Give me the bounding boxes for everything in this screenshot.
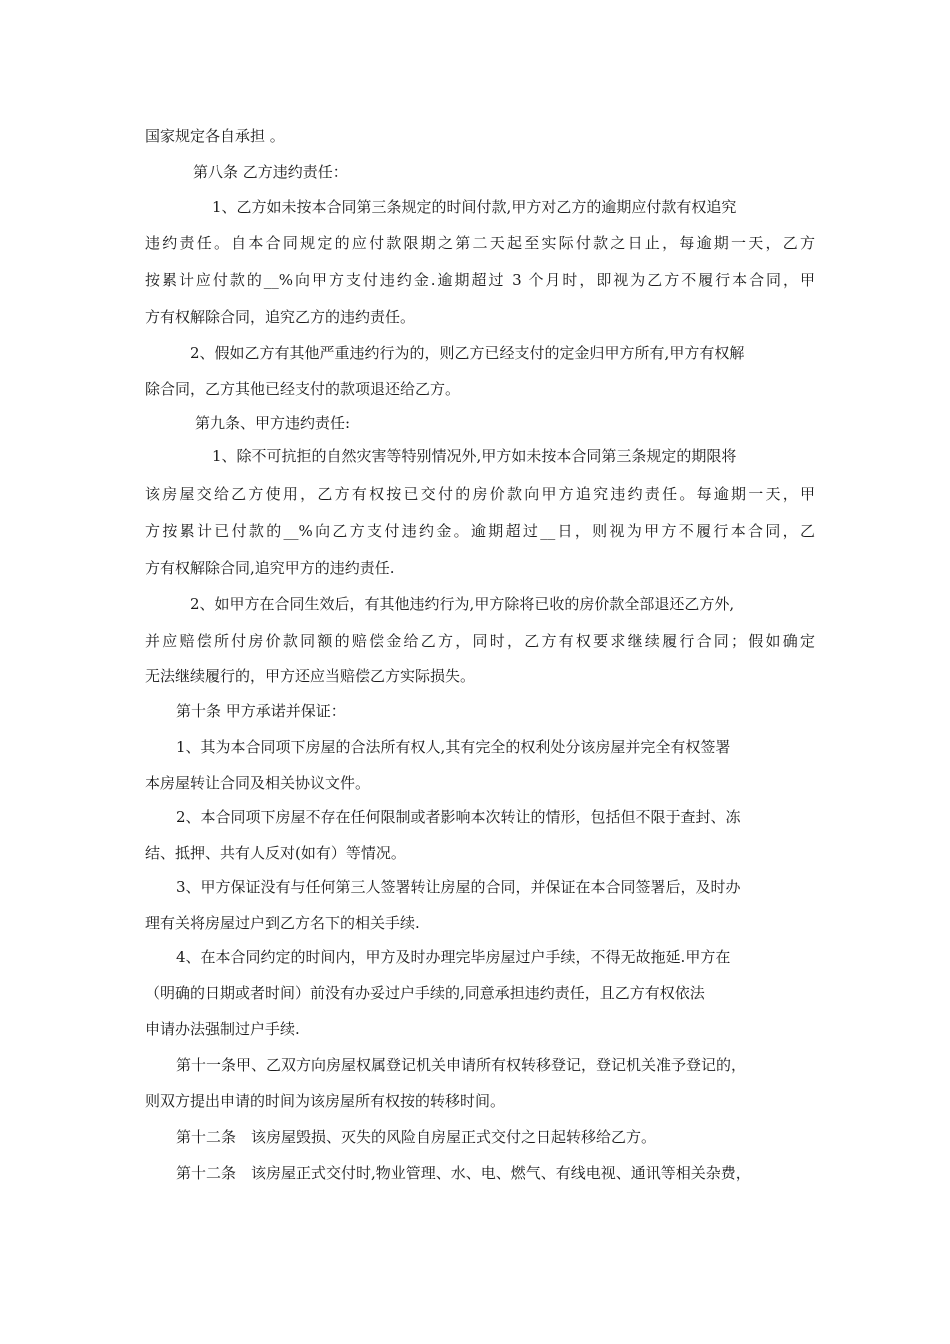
text-line: 按累计应付款的__%向甲方支付违约金.逾期超过 3 个月时，即视为乙方不履行本合同，甲 [145, 271, 815, 289]
text-line: 4、在本合同约定的时间内，甲方及时办理完毕房屋过户手续，不得无故拖延.甲方在 [176, 948, 731, 966]
text-line: 无法继续履行的，甲方还应当赔偿乙方实际损失。 [145, 667, 476, 685]
text-line: 2、本合同项下房屋不存在任何限制或者影响本次转让的情形，包括但不限于查封、冻 [176, 808, 741, 826]
text-line: 第十二条 该房屋毁损、灭失的风险自房屋正式交付之日起转移给乙方。 [176, 1128, 657, 1146]
text-line: 1、乙方如未按本合同第三条规定的时间付款,甲方对乙方的逾期应付款有权追究 [212, 198, 737, 216]
text-line: 方有权解除合同,追究甲方的违约责任. [145, 559, 395, 577]
text-line: 国家规定各自承担 。 [145, 127, 285, 145]
text-line: 2、假如乙方有其他严重违约行为的，则乙方已经支付的定金归甲方所有,甲方有权解 [190, 344, 745, 362]
article-heading: 第九条、甲方违约责任: [195, 414, 351, 432]
text-line: 该房屋交给乙方使用，乙方有权按已交付的房价款向甲方追究违约责任。每逾期一天，甲 [145, 485, 815, 503]
text-line: 违约责任。自本合同规定的应付款限期之第二天起至实际付款之日止，每逾期一天，乙方 [145, 234, 815, 252]
text-line: 理有关将房屋过户到乙方名下的相关手续. [145, 914, 420, 932]
text-line: 第十二条 该房屋正式交付时,物业管理、水、电、燃气、有线电视、通讯等相关杂费， [176, 1164, 751, 1182]
article-heading: 第八条 乙方违约责任： [193, 163, 348, 181]
text-line: 方按累计已付款的__%向乙方支付违约金。逾期超过__日，则视为甲方不履行本合同，乙 [145, 522, 815, 540]
article-heading: 第十条 甲方承诺并保证： [176, 702, 346, 720]
text-line: 结、抵押、共有人反对(如有）等情况。 [145, 844, 406, 862]
text-line: 2、如甲方在合同生效后，有其他违约行为,甲方除将已收的房价款全部退还乙方外, [190, 595, 735, 613]
text-line: 本房屋转让合同及相关协议文件。 [145, 774, 371, 792]
text-line: 1、其为本合同项下房屋的合法所有权人,其有完全的权利处分该房屋并完全有权签署 [176, 738, 731, 756]
text-line: 第十一条甲、乙双方向房屋权属登记机关申请所有权转移登记，登记机关准予登记的， [176, 1056, 747, 1074]
text-line: 方有权解除合同，追究乙方的违约责任。 [145, 308, 416, 326]
text-line: 1、除不可抗拒的自然灾害等特别情况外,甲方如未按本合同第三条规定的期限将 [212, 447, 737, 465]
text-line: 申请办法强制过户手续. [145, 1020, 300, 1038]
text-line: （明确的日期或者时间）前没有办妥过户手续的,同意承担违约责任，且乙方有权依法 [145, 984, 705, 1002]
text-line: 则双方提出申请的时间为该房屋所有权按的转移时间。 [145, 1092, 506, 1110]
text-line: 除合同，乙方其他已经支付的款项退还给乙方。 [145, 380, 461, 398]
text-line: 3、甲方保证没有与任何第三人签署转让房屋的合同，并保证在本合同签署后，及时办 [176, 878, 741, 896]
text-line: 并应赔偿所付房价款同额的赔偿金给乙方，同时，乙方有权要求继续履行合同；假如确定 [145, 632, 815, 650]
